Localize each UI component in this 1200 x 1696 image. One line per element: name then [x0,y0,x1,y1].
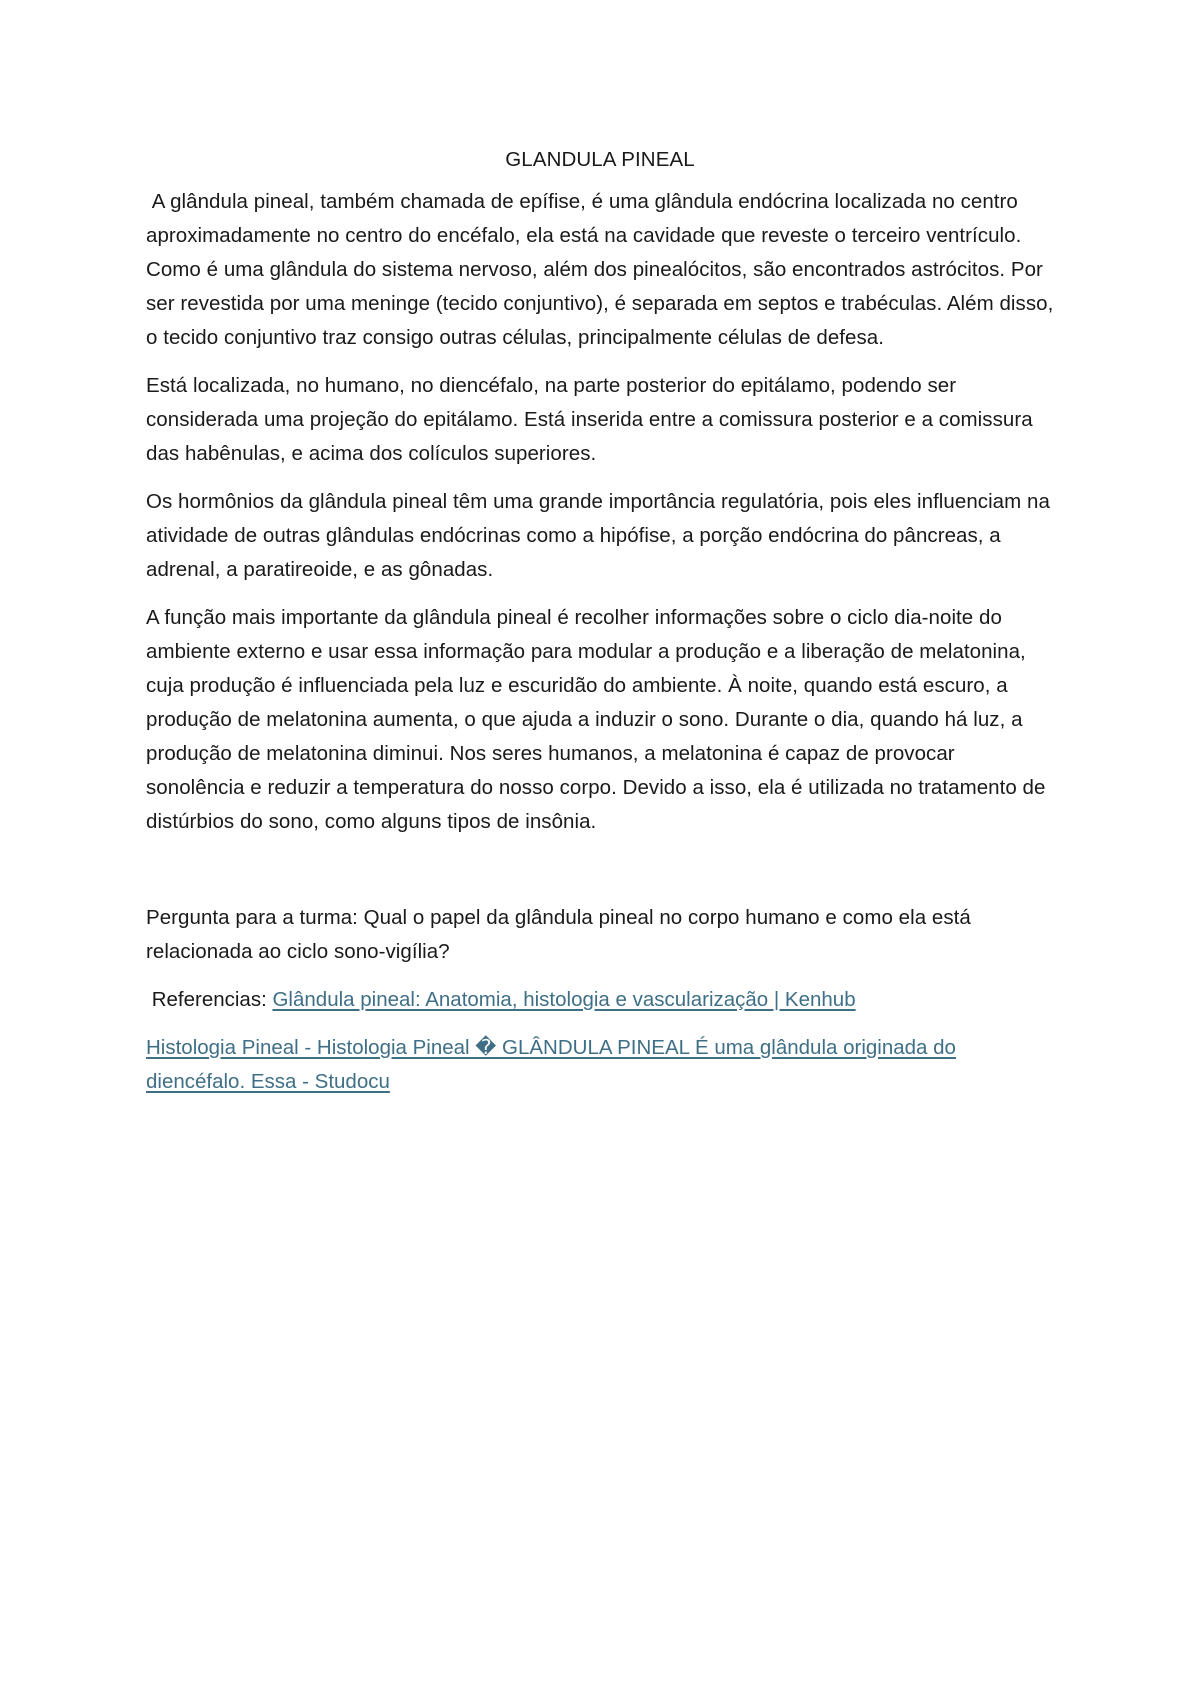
paragraph-hormones: Os hormônios da glândula pineal têm uma grande importância regulatória, pois eles influenciam na atividade de outras glândulas endócrinas como a hipófise, a porção endócrina do pâncreas, a adrenal, a paratireoide, e as gônadas. [146,490,1050,581]
references-line [146,983,1054,1017]
paragraph-intro: A glândula pineal, também chamada de epífise, é uma glândula endócrina localizada no centro aproximadamente no centro do encéfalo, ela está na cavidade que reveste o terceiro ventrículo. Como é uma glândula do sistema nervoso, além dos pinealócitos, são encontrados astrócitos. Por ser revestida por uma meninge (tecido conjuntivo), é separada em septos e trabéculas. Além disso, o tecido conjuntivo traz consigo outras células, principalmente células de defesa. [146,190,1060,349]
references-label: Referencias: [146,988,273,1011]
reference-link-kenhub[interactable]: Glândula pineal: Anatomia, histologia e vascularização | Kenhub [272,988,856,1011]
spacer [146,853,1054,901]
paragraph-function: A função mais importante da glândula pineal é recolher informações sobre o ciclo dia-noite do ambiente externo e usar essa informação para modular a produção e a liberação de melatonina, cuja produção é influenciada pela luz e escuridão do ambiente. À noite, quando está escuro, a produção de melatonina aumenta, o que ajuda a induzir o sono. Durante o dia, quando há luz, a produção de melatonina diminui. Nos seres humanos, a melatonina é capaz de provocar sonolência e reduzir a temperatura do nosso corpo. Devido a isso, ela é utilizada no tratamento de distúrbios do sono, como alguns tipos de insônia. [146,606,1046,833]
references-line-2 [146,1031,1054,1099]
document-body [146,145,1060,1113]
class-question: Pergunta para a turma: Qual o papel da glândula pineal no corpo humano e como ela está relacionada ao ciclo sono-vigília? [146,906,971,963]
document-title: GLANDULA PINEAL [505,148,695,171]
paragraph-location: Está localizada, no humano, no diencéfalo, na parte posterior do epitálamo, podendo ser considerada uma projeção do epitálamo. Está inserida entre a comissura posterior e a comissura das habênulas, e acima dos colículos superiores. [146,374,1033,465]
reference-link-studocu[interactable]: Histologia Pineal - Histologia Pineal � GLÂNDULA PINEAL É uma glândula originada do diencéfalo. Essa - Studocu [146,1036,956,1093]
